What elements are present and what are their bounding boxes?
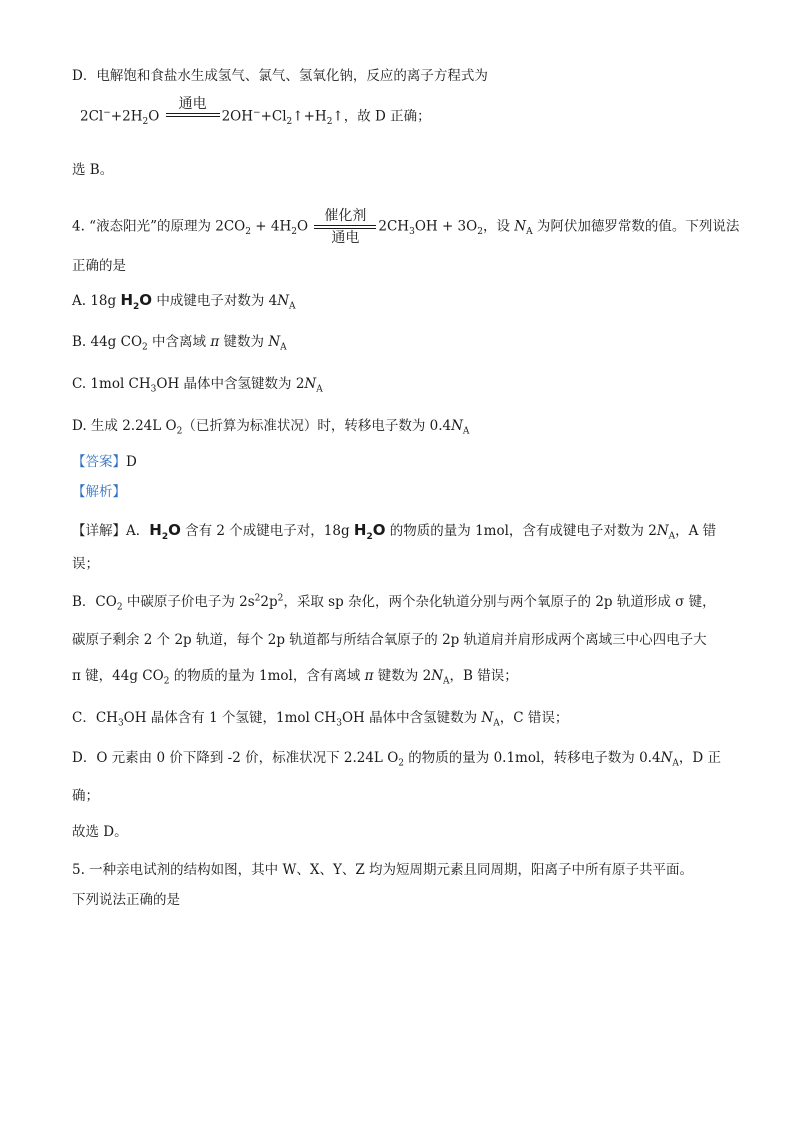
explanation-b-line2: 碳原子剩余 2 个 2p 轨道，每个 2p 轨道都与所结合氧原子的 2p 轨道肩并肩形成两个离域三中心四电子大 — [72, 632, 707, 648]
question-5-stem: 5. 一种亲电试剂的结构如图，其中 W、X、Y、Z 均为短周期元素且同周期，阳离子中所有原子共平面。 — [72, 862, 694, 878]
option-d: D. 生成 2.24L $O_2$（已折算为标准状况）时，转移电子数为 $0.4N_A$ — [72, 418, 470, 437]
question-4-stem: 4. “液态阳光”的原理为 $2CO_2 + 4H_2O$ 催化剂 通电 $2CH_3OH + 3O_2$，设 $N_A$ 为阿伏加德罗常数的值。下列说法 — [72, 208, 740, 246]
explanation-b: B．$CO_2$ 中碳原子价电子为 $2s^22p^2$，采取 sp 杂化，两个杂化轨道分别与两个氧原子的 2p 轨道形成 σ 键， — [72, 593, 716, 613]
explanation-a: 【详解】A．$H_2O$ 含有 2 个成键电子对，18g $H_2O$ 的物质的量为 1mol，含有成键电子对数为 $2N_A$，A 错 — [72, 521, 717, 542]
explanation-a-line2: 误； — [72, 556, 99, 572]
question-5-stem-line2: 下列说法正确的是 — [72, 892, 180, 908]
explanation-d-line2: 确； — [72, 788, 99, 804]
prev-option-d-text: D．电解饱和食盐水生成氢气、氯气、氢氧化钠，反应的离子方程式为 — [72, 68, 488, 84]
explanation-d: D．O 元素由 0 价下降到 -2 价，标准状况下 2.24L $O_2$ 的物质的量为 0.1mol，转移电子数为 $0.4N_A$，D 正 — [72, 750, 721, 769]
answer-line — [72, 452, 137, 472]
prev-choice: 选 B。 — [72, 162, 114, 178]
option-c: C. 1mol $CH_3OH$ 晶体中含氢键数为 $2N_A$ — [72, 376, 323, 395]
explanation-b-line3: π 键，44g $CO_2$ 的物质的量为 1mol，含有离域 π 键数为 $2N_A$，B 错误； — [72, 668, 518, 687]
electrolysis-equation: $2Cl^-+2H_2O$ 通电 $2OH^-+Cl_2↑+H_2↑$，故 D 正确； — [80, 96, 431, 128]
analysis-tag: 【解析】 — [72, 484, 126, 500]
question-4-stem-line2: 正确的是 — [72, 258, 126, 274]
answer-tag: 【答案】 — [72, 454, 126, 470]
answer-value: D — [126, 454, 137, 470]
option-a: A. 18g $H_2O$ 中成键电子对数为 $4N_A$ — [72, 291, 296, 312]
reaction-condition: 通电 — [166, 96, 220, 118]
option-b: B. 44g $CO_2$ 中含离域 π 键数为 $N_A$ — [72, 334, 287, 353]
reaction-condition-catalyst: 催化剂 通电 — [314, 208, 376, 246]
explanation-c: C．$CH_3OH$ 晶体含有 1 个氢键，1mol $CH_3OH$ 晶体中含氢键数为 $N_A$，C 错误； — [72, 710, 569, 729]
conclusion: 故选 D。 — [72, 824, 128, 840]
